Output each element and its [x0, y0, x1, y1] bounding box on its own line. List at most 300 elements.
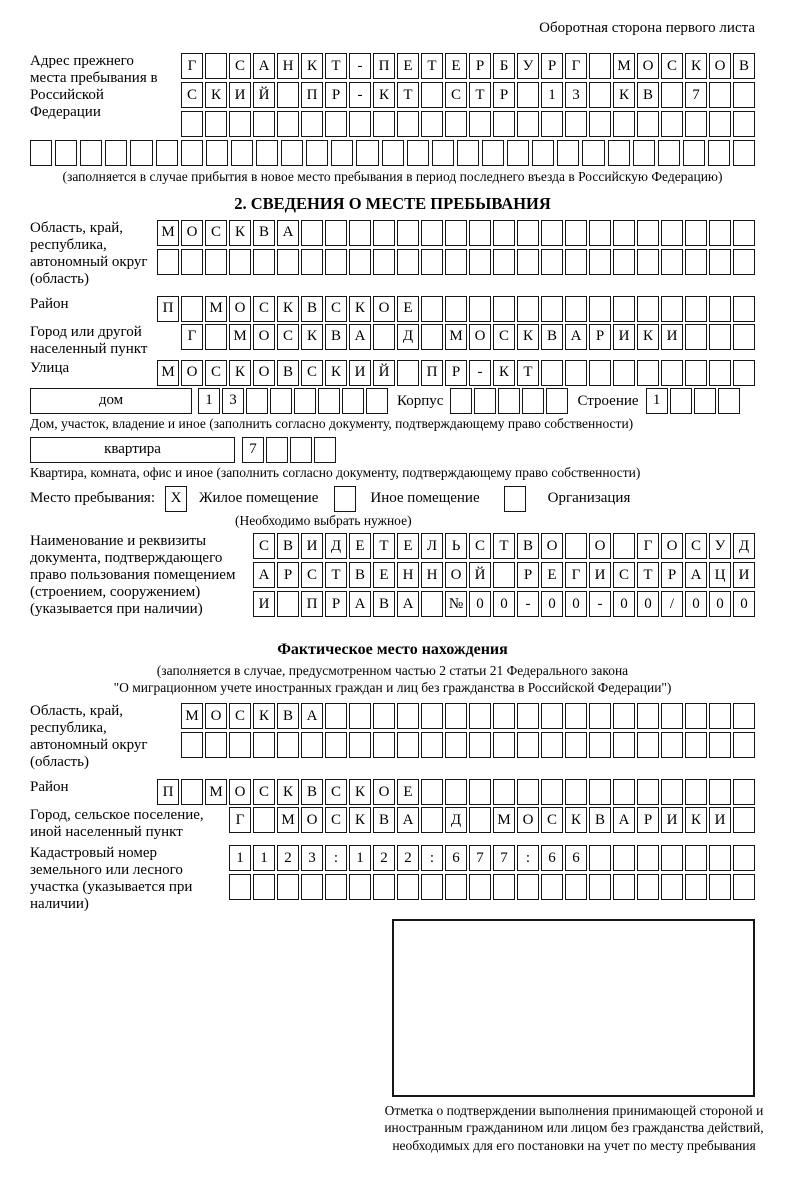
char-cell: 1: [253, 845, 275, 871]
char-cell: [181, 111, 203, 137]
char-cell: П: [373, 53, 395, 79]
char-cell: К: [685, 53, 707, 79]
document-row-2: [253, 562, 755, 588]
char-cell: [637, 360, 659, 386]
char-cell: [694, 388, 716, 414]
char-cell: Е: [373, 562, 395, 588]
char-cell: [469, 296, 491, 322]
char-cell: Е: [397, 296, 419, 322]
char-cell: 1: [229, 845, 251, 871]
prev-address-row-4: [30, 140, 755, 166]
document-label: Наименование и реквизиты документа, подтверждающего право пользования помещением (строением, сооружением) (указывается при наличии): [30, 533, 236, 618]
char-cell: В: [301, 296, 323, 322]
char-cell: М: [205, 779, 227, 805]
char-cell: [661, 703, 683, 729]
prev-address-note: (заполняется в случае прибытия в новое место пребывания в период последнего въезда в Российскую Федерацию): [62, 169, 723, 184]
char-cell: К: [253, 703, 275, 729]
char-cell: [613, 111, 635, 137]
char-cell: И: [661, 324, 683, 350]
char-cell: [565, 533, 587, 559]
char-cell: [421, 111, 443, 137]
char-cell: С: [325, 779, 347, 805]
char-cell: [253, 732, 275, 758]
char-cell: [277, 591, 299, 617]
char-cell: [130, 140, 152, 166]
dom-note: Дом, участок, владение и иное (заполнить согласно документу, подтверждающему право собственности): [30, 415, 634, 431]
char-cell: [469, 249, 491, 275]
char-cell: [397, 703, 419, 729]
char-cell: [373, 111, 395, 137]
char-cell: [407, 140, 429, 166]
char-cell: И: [349, 360, 371, 386]
char-cell: [349, 249, 371, 275]
char-cell: [541, 220, 563, 246]
section2-gorod-label: Город или другой населенный пункт: [30, 323, 148, 357]
section2-ulitsa-label: Улица: [30, 359, 70, 376]
char-cell: [658, 140, 680, 166]
char-cell: В: [277, 703, 299, 729]
char-cell: [507, 140, 529, 166]
char-cell: С: [229, 53, 251, 79]
char-cell: [445, 874, 467, 900]
char-cell: Д: [445, 807, 467, 833]
char-cell: [557, 140, 579, 166]
char-cell: С: [541, 807, 563, 833]
mesto-note: (Необходимо выбрать нужное): [235, 512, 412, 528]
char-cell: С: [205, 220, 227, 246]
char-cell: [565, 296, 587, 322]
char-cell: [589, 360, 611, 386]
char-cell: [733, 324, 755, 350]
char-cell: [253, 249, 275, 275]
kvartira-note: Квартира, комната, офис и иное (заполнить согласно документу, подтверждающему право собственности): [30, 464, 641, 480]
char-cell: [445, 296, 467, 322]
char-cell: [498, 388, 520, 414]
char-cell: №: [445, 591, 467, 617]
char-cell: М: [493, 807, 515, 833]
char-cell: И: [253, 591, 275, 617]
char-cell: [229, 874, 251, 900]
char-cell: К: [373, 82, 395, 108]
char-cell: [637, 111, 659, 137]
char-cell: [589, 249, 611, 275]
char-cell: [482, 140, 504, 166]
section2-title: 2. СВЕДЕНИЯ О МЕСТЕ ПРЕБЫВАНИЯ: [234, 193, 551, 213]
dom-row: [30, 388, 755, 414]
char-cell: [589, 845, 611, 871]
char-cell: Р: [493, 82, 515, 108]
char-cell: И: [613, 324, 635, 350]
option-label-zhiloe: Жилое помещение: [199, 490, 319, 506]
char-cell: [205, 111, 227, 137]
char-cell: Й: [253, 82, 275, 108]
char-cell: 1: [198, 388, 220, 414]
char-cell: С: [277, 324, 299, 350]
char-cell: Л: [421, 533, 443, 559]
char-cell: [290, 437, 312, 463]
char-cell: Р: [661, 562, 683, 588]
mesto-label: Место пребывания:: [30, 490, 155, 506]
korpus-cells: [450, 388, 568, 414]
char-cell: [613, 779, 635, 805]
char-cell: Р: [637, 807, 659, 833]
char-cell: О: [229, 296, 251, 322]
char-cell: [661, 779, 683, 805]
char-cell: [733, 703, 755, 729]
char-cell: [397, 360, 419, 386]
char-cell: В: [589, 807, 611, 833]
char-cell: И: [301, 533, 323, 559]
char-cell: Р: [517, 562, 539, 588]
char-cell: В: [733, 53, 755, 79]
char-cell: 2: [373, 845, 395, 871]
char-cell: [493, 703, 515, 729]
section2-gorod-row: [181, 324, 755, 350]
checkbox-organizatsiya: [504, 486, 526, 512]
char-cell: К: [277, 779, 299, 805]
char-cell: [517, 874, 539, 900]
char-cell: К: [301, 324, 323, 350]
char-cell: Т: [517, 360, 539, 386]
char-cell: [229, 249, 251, 275]
char-cell: [373, 703, 395, 729]
char-cell: Д: [733, 533, 755, 559]
char-cell: [301, 111, 323, 137]
char-cell: Р: [325, 82, 347, 108]
char-cell: В: [349, 562, 371, 588]
char-cell: О: [469, 324, 491, 350]
stroenie-cells: [646, 388, 740, 414]
char-cell: М: [229, 324, 251, 350]
char-cell: [541, 779, 563, 805]
char-cell: [565, 732, 587, 758]
char-cell: 0: [637, 591, 659, 617]
char-cell: А: [397, 807, 419, 833]
char-cell: Н: [277, 53, 299, 79]
section2-oblast-block: [30, 220, 755, 290]
char-cell: [541, 296, 563, 322]
char-cell: 0: [565, 591, 587, 617]
char-cell: [685, 845, 707, 871]
char-cell: [517, 732, 539, 758]
char-cell: [325, 220, 347, 246]
char-cell: [670, 388, 692, 414]
char-cell: В: [517, 533, 539, 559]
section2-ulitsa-row: [157, 360, 755, 386]
char-cell: [685, 220, 707, 246]
char-cell: А: [349, 591, 371, 617]
char-cell: Д: [325, 533, 347, 559]
char-cell: С: [685, 533, 707, 559]
char-cell: [229, 732, 251, 758]
char-cell: 1: [646, 388, 668, 414]
char-cell: К: [229, 360, 251, 386]
section2-oblast-row-2: [157, 249, 755, 275]
char-cell: К: [493, 360, 515, 386]
char-cell: О: [517, 807, 539, 833]
char-cell: С: [661, 53, 683, 79]
char-cell: Е: [397, 53, 419, 79]
char-cell: Р: [589, 324, 611, 350]
char-cell: И: [733, 562, 755, 588]
char-cell: У: [709, 533, 731, 559]
char-cell: [325, 249, 347, 275]
char-cell: [366, 388, 388, 414]
char-cell: 3: [301, 845, 323, 871]
char-cell: С: [253, 296, 275, 322]
char-cell: [546, 388, 568, 414]
char-cell: [277, 874, 299, 900]
char-cell: [469, 111, 491, 137]
char-cell: [469, 732, 491, 758]
char-cell: Г: [181, 53, 203, 79]
char-cell: Н: [421, 562, 443, 588]
char-cell: [349, 220, 371, 246]
char-cell: [349, 732, 371, 758]
char-cell: П: [157, 779, 179, 805]
char-cell: П: [421, 360, 443, 386]
char-cell: [685, 360, 707, 386]
char-cell: Р: [445, 360, 467, 386]
char-cell: [709, 703, 731, 729]
char-cell: Т: [469, 82, 491, 108]
char-cell: О: [181, 360, 203, 386]
char-cell: А: [613, 807, 635, 833]
char-cell: [733, 874, 755, 900]
char-cell: [541, 732, 563, 758]
char-cell: [397, 220, 419, 246]
stamp-note: Отметка о подтверждении выполнения принимающей стороной и иностранным гражданином или лицом без гражданства действий, необходимых для его постановки на учет по месту пребывания: [384, 1103, 764, 1153]
char-cell: [421, 324, 443, 350]
char-cell: Т: [325, 562, 347, 588]
char-cell: [541, 874, 563, 900]
char-cell: О: [253, 360, 275, 386]
kadastr-block: [30, 845, 755, 913]
char-cell: [733, 140, 755, 166]
char-cell: [397, 249, 419, 275]
char-cell: О: [709, 53, 731, 79]
char-cell: П: [301, 591, 323, 617]
prev-address-block: [30, 53, 755, 137]
char-cell: 0: [685, 591, 707, 617]
char-cell: [469, 703, 491, 729]
char-cell: [205, 53, 227, 79]
char-cell: [256, 140, 278, 166]
char-cell: Ь: [445, 533, 467, 559]
char-cell: Г: [181, 324, 203, 350]
fact-oblast-block: [30, 703, 755, 773]
char-cell: Д: [397, 324, 419, 350]
kvartira-box: квартира: [30, 437, 235, 463]
stroenie-label: Строение: [577, 392, 639, 409]
char-cell: Г: [565, 562, 587, 588]
char-cell: О: [373, 296, 395, 322]
char-cell: 2: [397, 845, 419, 871]
char-cell: [733, 296, 755, 322]
char-cell: [613, 360, 635, 386]
char-cell: [637, 845, 659, 871]
char-cell: 2: [277, 845, 299, 871]
section2-rayon-row: [157, 296, 755, 322]
char-cell: [565, 111, 587, 137]
char-cell: [30, 140, 52, 166]
char-cell: 1: [541, 82, 563, 108]
kadastr-row-1: [229, 845, 755, 871]
char-cell: [613, 845, 635, 871]
char-cell: Б: [493, 53, 515, 79]
char-cell: [589, 779, 611, 805]
char-cell: 3: [565, 82, 587, 108]
char-cell: 0: [613, 591, 635, 617]
char-cell: [474, 388, 496, 414]
kadastr-row-2: [229, 874, 755, 900]
char-cell: [637, 703, 659, 729]
char-cell: М: [445, 324, 467, 350]
char-cell: [445, 249, 467, 275]
char-cell: [421, 220, 443, 246]
char-cell: [733, 249, 755, 275]
char-cell: Е: [541, 562, 563, 588]
char-cell: С: [445, 82, 467, 108]
char-cell: А: [397, 591, 419, 617]
char-cell: [565, 360, 587, 386]
fact-title: Фактическое место нахождения: [277, 641, 508, 659]
document-row-3: [253, 591, 755, 617]
char-cell: [356, 140, 378, 166]
char-cell: П: [301, 82, 323, 108]
char-cell: В: [277, 533, 299, 559]
char-cell: [181, 249, 203, 275]
char-cell: [229, 111, 251, 137]
char-cell: [421, 591, 443, 617]
char-cell: Р: [277, 562, 299, 588]
char-cell: [565, 779, 587, 805]
char-cell: [613, 703, 635, 729]
char-cell: [709, 874, 731, 900]
char-cell: [589, 220, 611, 246]
char-cell: [517, 779, 539, 805]
char-cell: [709, 779, 731, 805]
char-cell: А: [685, 562, 707, 588]
char-cell: [469, 779, 491, 805]
char-cell: Т: [493, 533, 515, 559]
char-cell: [493, 779, 515, 805]
char-cell: [373, 324, 395, 350]
char-cell: [685, 874, 707, 900]
char-cell: [661, 111, 683, 137]
char-cell: [517, 220, 539, 246]
char-cell: М: [205, 296, 227, 322]
stamp-box: [392, 919, 755, 1097]
char-cell: [661, 296, 683, 322]
char-cell: [493, 296, 515, 322]
char-cell: 7: [242, 437, 264, 463]
char-cell: Й: [469, 562, 491, 588]
char-cell: Т: [637, 562, 659, 588]
char-cell: [709, 296, 731, 322]
char-cell: [397, 874, 419, 900]
char-cell: О: [229, 779, 251, 805]
char-cell: [733, 220, 755, 246]
char-cell: М: [157, 220, 179, 246]
prev-address-row-2: [181, 82, 755, 108]
char-cell: 7: [685, 82, 707, 108]
char-cell: 0: [541, 591, 563, 617]
char-cell: Е: [349, 533, 371, 559]
char-cell: В: [373, 591, 395, 617]
char-cell: 3: [222, 388, 244, 414]
char-cell: [253, 111, 275, 137]
char-cell: Г: [565, 53, 587, 79]
char-cell: [637, 874, 659, 900]
char-cell: [205, 249, 227, 275]
char-cell: [493, 249, 515, 275]
char-cell: [517, 703, 539, 729]
char-cell: [582, 140, 604, 166]
char-cell: [421, 874, 443, 900]
char-cell: [301, 220, 323, 246]
char-cell: [517, 111, 539, 137]
char-cell: К: [685, 807, 707, 833]
char-cell: М: [157, 360, 179, 386]
mesto-prebyvaniya-row: [30, 486, 755, 512]
fact-notes: [30, 663, 755, 697]
char-cell: [421, 779, 443, 805]
char-cell: [421, 703, 443, 729]
char-cell: Р: [541, 53, 563, 79]
kvartira-cells: [242, 437, 336, 463]
char-cell: [181, 140, 203, 166]
char-cell: С: [325, 807, 347, 833]
char-cell: [661, 845, 683, 871]
char-cell: [181, 779, 203, 805]
fact-rayon-block: [30, 779, 755, 805]
char-cell: [294, 388, 316, 414]
char-cell: [661, 249, 683, 275]
char-cell: 6: [541, 845, 563, 871]
prev-address-row-1: [181, 53, 755, 79]
char-cell: [457, 140, 479, 166]
char-cell: [277, 111, 299, 137]
char-cell: [301, 249, 323, 275]
char-cell: И: [661, 807, 683, 833]
char-cell: [493, 111, 515, 137]
char-cell: [709, 111, 731, 137]
char-cell: [613, 732, 635, 758]
char-cell: [349, 703, 371, 729]
char-cell: :: [325, 845, 347, 871]
char-cell: [55, 140, 77, 166]
char-cell: К: [517, 324, 539, 350]
fact-gorod-label: Город, сельское поселение, иной населенный пункт: [30, 807, 204, 841]
char-cell: А: [253, 53, 275, 79]
char-cell: С: [181, 82, 203, 108]
char-cell: [382, 140, 404, 166]
char-cell: [661, 874, 683, 900]
char-cell: [373, 249, 395, 275]
char-cell: [541, 703, 563, 729]
option-label-organizatsiya: Организация: [547, 490, 631, 506]
char-cell: -: [349, 82, 371, 108]
char-cell: И: [229, 82, 251, 108]
char-cell: [532, 140, 554, 166]
char-cell: [253, 807, 275, 833]
char-cell: [709, 845, 731, 871]
char-cell: [314, 437, 336, 463]
char-cell: К: [349, 296, 371, 322]
char-cell: Е: [397, 533, 419, 559]
char-cell: [589, 53, 611, 79]
